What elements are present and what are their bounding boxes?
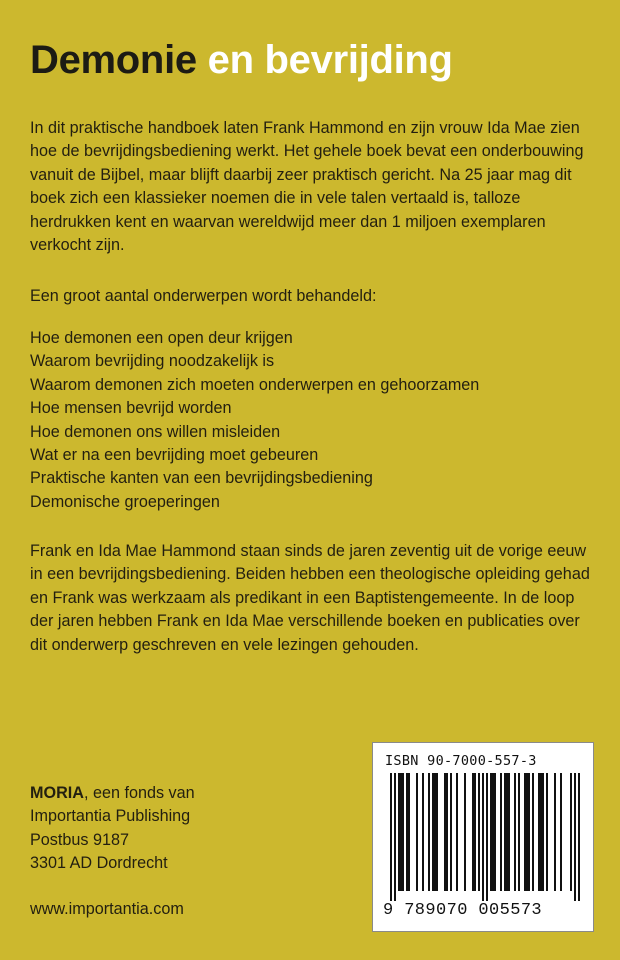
publisher-block bbox=[30, 782, 195, 876]
barcode-bar bbox=[478, 773, 480, 891]
authors-paragraph: Frank en Ida Mae Hammond staan sinds de jaren zeventig uit de vorige eeuw in een bevrijdingsbediening. Beiden hebben een theologische opleiding gehad en Frank was werkzaam als predikant in een Baptistengemeente. In de loop der jaren hebben Frank en Ida Mae verschillende boeken en publicaties over dit onderwerp geschreven en vele lezingen gehouden. bbox=[30, 542, 590, 654]
barcode-box bbox=[372, 742, 594, 932]
topic-item: Hoe mensen bevrijd worden bbox=[30, 399, 232, 418]
barcode-bars bbox=[385, 773, 583, 901]
publisher-brand: MORIA bbox=[30, 784, 84, 802]
topics-list bbox=[30, 327, 479, 514]
barcode-bar bbox=[422, 773, 424, 891]
barcode-bar bbox=[398, 773, 404, 891]
barcode-bar bbox=[504, 773, 510, 891]
barcode-bar bbox=[486, 773, 488, 901]
topic-item: Waarom bevrijding noodzakelijk is bbox=[30, 352, 275, 371]
title-part-bevrijding: en bevrijding bbox=[207, 38, 453, 82]
barcode-bar bbox=[578, 773, 580, 901]
topic-item: Praktische kanten van een bevrijdingsbediening bbox=[30, 469, 373, 488]
barcode-bar bbox=[472, 773, 476, 891]
topic-item: Wat er na een bevrijding moet gebeuren bbox=[30, 446, 319, 465]
publisher-postbox: Postbus 9187 bbox=[30, 830, 129, 849]
barcode-bar bbox=[490, 773, 496, 891]
isbn-label: ISBN 90-7000-557-3 bbox=[385, 753, 537, 769]
barcode-bar bbox=[518, 773, 520, 891]
barcode-bar bbox=[532, 773, 534, 891]
publisher-line-1 bbox=[30, 782, 195, 805]
publisher-brand-suffix: , een fonds van bbox=[83, 784, 195, 802]
topic-item: Hoe demonen een open deur krijgen bbox=[30, 329, 293, 347]
book-title bbox=[30, 36, 453, 84]
topic-item: Waarom demonen zich moeten onderwerpen en gehoorzamen bbox=[30, 375, 480, 394]
barcode-bar bbox=[394, 773, 396, 901]
barcode-bar bbox=[546, 773, 548, 891]
barcode-bar bbox=[390, 773, 392, 901]
barcode-bar bbox=[574, 773, 576, 901]
barcode-bar bbox=[406, 773, 410, 891]
topic-item: Hoe demonen ons willen misleiden bbox=[30, 422, 281, 441]
barcode-bar bbox=[444, 773, 448, 891]
barcode-bar bbox=[524, 773, 530, 891]
title-part-demonie: Demonie bbox=[30, 38, 197, 82]
barcode-bar bbox=[500, 773, 502, 891]
website-link[interactable]: www.importantia.com bbox=[30, 900, 184, 918]
barcode-bar bbox=[570, 773, 572, 891]
barcode-bar bbox=[538, 773, 544, 891]
barcode-bar bbox=[554, 773, 556, 891]
barcode-bar bbox=[464, 773, 466, 891]
barcode-bar bbox=[514, 773, 516, 891]
barcode-bar bbox=[416, 773, 418, 891]
barcode-bar bbox=[456, 773, 458, 891]
topics-intro: Een groot aantal onderwerpen wordt behandeld: bbox=[30, 287, 377, 305]
barcode-bar bbox=[482, 773, 484, 901]
barcode-bar bbox=[432, 773, 438, 891]
publisher-city: 3301 AD Dordrecht bbox=[30, 854, 168, 873]
intro-paragraph: In dit praktische handboek laten Frank Hammond en zijn vrouw Ida Mae zien hoe de bevrijdingsbediening werkt. Het gehele boek bevat een onderbouwing vanuit de Bijbel, maar blijft daarbij zeer praktisch gericht. Na 25 jaar mag dit boek zich een klassieker noemen die in vele talen vertaald is, talloze herdrukken kent en waarvan wereldwijd meer dan 1 miljoen exemplaren verkocht zijn. bbox=[30, 119, 584, 255]
barcode-bar bbox=[560, 773, 562, 891]
topic-item: Demonische groeperingen bbox=[30, 492, 220, 511]
ean-digits: 9 789070 005573 bbox=[383, 901, 543, 920]
publisher-name: Importantia Publishing bbox=[30, 807, 191, 826]
barcode-bar bbox=[450, 773, 452, 891]
barcode-bar bbox=[428, 773, 430, 891]
